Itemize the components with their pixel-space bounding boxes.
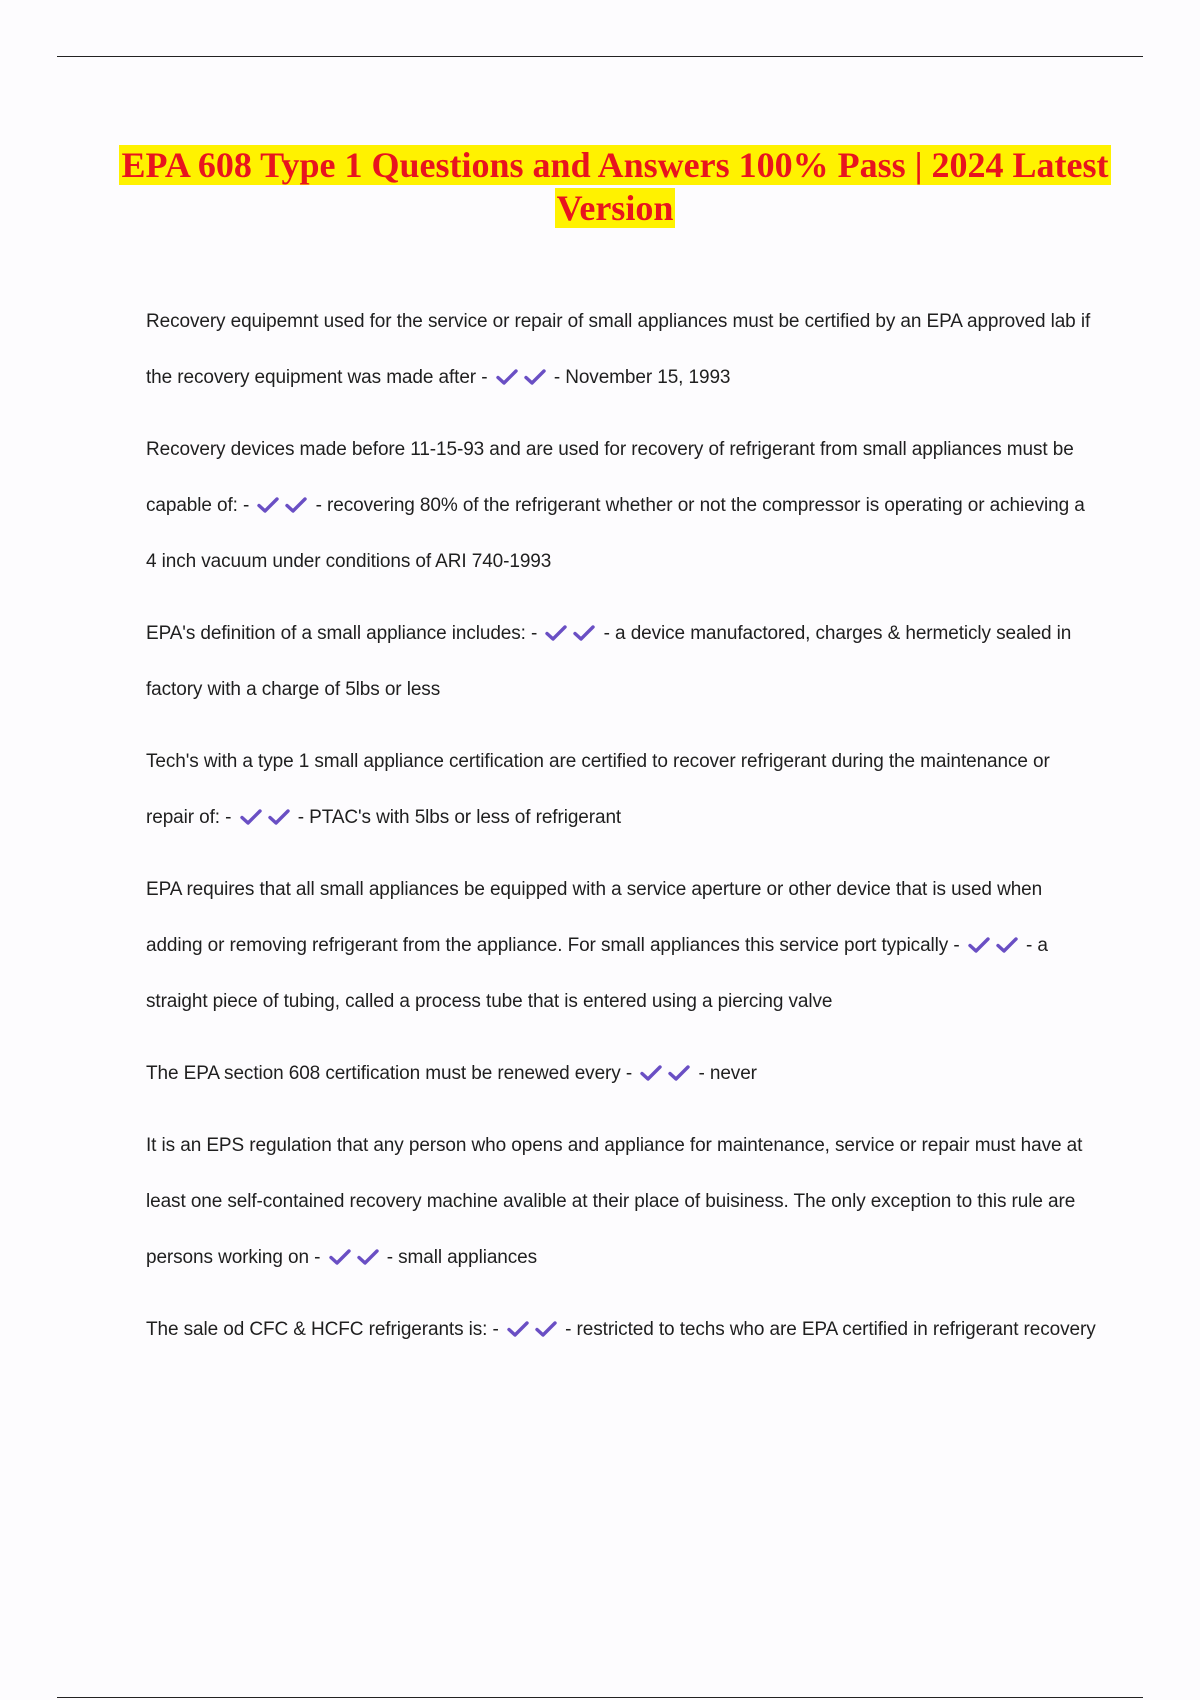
check-icon bbox=[524, 369, 546, 385]
check-icon bbox=[496, 369, 518, 385]
check-icon bbox=[329, 1249, 351, 1265]
answer-text: - recovering 80% of the refrigerant whether or not the compressor is operating or achieving a 4 inch vacuum under conditions of ARI 740-1993 bbox=[146, 495, 1085, 572]
question-text: EPA requires that all small appliances be equipped with a service aperture or other device that is used when adding or removing refrigerant from the appliance. For small appliances this service port typically - bbox=[146, 879, 1043, 956]
check-icon bbox=[357, 1249, 379, 1265]
check-icon bbox=[268, 809, 290, 825]
question-text: EPA's definition of a small appliance includes: - bbox=[146, 623, 538, 644]
check-icon bbox=[535, 1321, 557, 1337]
answer-text: - PTAC's with 5lbs or less of refrigerant bbox=[297, 807, 622, 828]
question-text: Tech's with a type 1 small appliance certification are certified to recover refrigerant during the maintenance or repair of: - bbox=[146, 751, 1050, 828]
answer-text: - restricted to techs who are EPA certified in refrigerant recovery bbox=[565, 1319, 1096, 1340]
answer-text: - small appliances bbox=[386, 1247, 538, 1268]
question-text: The EPA section 608 certification must be renewed every - bbox=[146, 1063, 633, 1084]
answer-text: - a device manufactored, charges & hermeticly sealed in factory with a charge of 5lbs or less bbox=[146, 623, 1072, 700]
check-icon bbox=[545, 625, 567, 641]
check-icon bbox=[507, 1321, 529, 1337]
question-text: The sale od CFC & HCFC refrigerants is: - bbox=[146, 1319, 499, 1340]
check-icon bbox=[640, 1065, 662, 1081]
answer-text: - a straight piece of tubing, called a process tube that is entered using a piercing valve bbox=[146, 935, 1048, 1012]
question-text: Recovery devices made before 11-15-93 and are used for recovery of refrigerant from small appliances must be capable of: - bbox=[146, 439, 1074, 516]
qa-item bbox=[146, 1118, 1096, 1286]
answer-text: - November 15, 1993 bbox=[553, 367, 731, 388]
header-rule bbox=[57, 56, 1143, 57]
qa-item bbox=[146, 862, 1096, 1030]
qa-item bbox=[146, 422, 1096, 590]
check-icon bbox=[285, 497, 307, 513]
check-icon bbox=[573, 625, 595, 641]
check-icon bbox=[968, 937, 990, 953]
qa-item bbox=[146, 606, 1096, 718]
question-text: Recovery equipemnt used for the service or repair of small appliances must be certified by an EPA approved lab if the recovery equipment was made after - bbox=[146, 311, 1091, 388]
document-title-text: EPA 608 Type 1 Questions and Answers 100% Pass | 2024 Latest Version bbox=[121, 145, 1109, 228]
footer-rule bbox=[57, 1697, 1143, 1698]
check-icon bbox=[668, 1065, 690, 1081]
check-icon bbox=[257, 497, 279, 513]
check-icon bbox=[996, 937, 1018, 953]
qa-list bbox=[146, 294, 1096, 1374]
qa-item bbox=[146, 734, 1096, 846]
check-icon bbox=[240, 809, 262, 825]
qa-item bbox=[146, 1046, 1096, 1102]
document-title bbox=[100, 144, 1130, 230]
question-text: It is an EPS regulation that any person who opens and appliance for maintenance, service or repair must have at least one self-contained recovery machine avalible at their place of buisiness. The only exception to this rule are persons working on - bbox=[146, 1135, 1083, 1268]
answer-text: - never bbox=[698, 1063, 757, 1084]
qa-item bbox=[146, 294, 1096, 406]
qa-item bbox=[146, 1302, 1096, 1358]
